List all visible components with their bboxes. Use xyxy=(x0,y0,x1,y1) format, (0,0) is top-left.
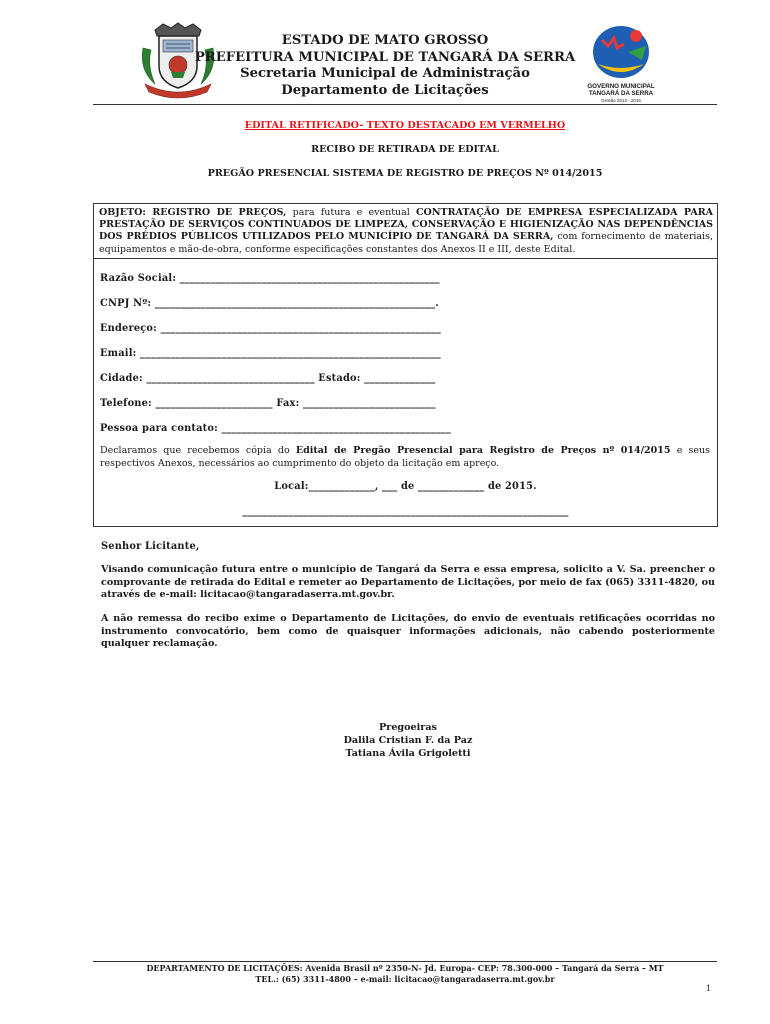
page-number: 1 xyxy=(706,984,712,993)
footer xyxy=(93,963,717,985)
cidade-estado-field[interactable]: Cidade: _________________________________ Estado: ______________ xyxy=(100,373,436,384)
local-date-line[interactable]: Local:_____________, ___ de _____________ de 2015. xyxy=(274,481,537,492)
declaration-part2: Edital de Pregão Presencial para Registro de Preços nº 014/2015 xyxy=(295,445,671,456)
declaration-text xyxy=(100,445,710,470)
footer-divider xyxy=(93,961,717,962)
telefone-fax-field[interactable]: Telefone: _______________________ Fax: __________________________ xyxy=(100,398,436,409)
header-state: ESTADO DE MATO GROSSO xyxy=(281,33,489,48)
instruction-paragraph: Visando comunicação futura entre o município de Tangará da Serra e essa empresa, solicito a V. Sa. preencher o comprovante de retirada do Edital e remeter ao Departamento de Licitações, por meio de fax (065) 3311-4820, ou através de e-mail: licitacao@tangaradaserra.mt.gov.br. xyxy=(101,564,715,601)
signature-title: Pregoeiras xyxy=(379,722,437,733)
page-header xyxy=(185,33,585,99)
signature-name-2: Tatiana Ávila Grigoletti xyxy=(345,748,471,759)
razao-social-field[interactable]: Razão Social: ___________________________________________________ xyxy=(100,273,440,284)
logo-text-governo: GOVERNO MUNICIPAL xyxy=(587,83,655,90)
object-part2: para futura e eventual xyxy=(286,207,416,218)
retification-notice: EDITAL RETIFICADO- TEXTO DESTACADO EM VERMELHO xyxy=(244,120,566,131)
object-text xyxy=(94,204,717,256)
object-part3: CONTRATAÇÃO DE EMPRESA ESPECIALIZADA PARA PRESTAÇÃO DE SERVIÇOS CONTINUADOS DE LIMPEZA, CONSERVAÇÃO E HIGIENIZAÇÃO NAS DEPENDÊNCIAS DOS PRÉDIOS PÚBLICOS UTILIZADOS PELO MUNICÍPIO DE TANGARÁ DA SERRA, xyxy=(99,207,713,243)
object-box xyxy=(93,203,718,259)
object-label: OBJETO: REGISTRO DE PREÇOS, xyxy=(99,207,287,218)
header-divider xyxy=(93,104,717,105)
greeting: Senhor Licitante, xyxy=(101,541,200,552)
declaration-part3: e seus respectivos Anexos, necessários ao cumprimento do objeto da licitação em apreço. xyxy=(100,445,710,469)
signature-name-1: Dalila Cristian F. da Paz xyxy=(343,735,473,746)
object-part4: com fornecimento de materiais, equipamentos e mão-de-obra, conforme especificações constantes dos Anexos II e III, deste Edital. xyxy=(99,231,713,255)
signature-block xyxy=(250,721,566,760)
header-prefeitura: PREFEITURA MUNICIPAL DE TANGARÁ DA SERRA xyxy=(194,49,576,65)
logo-text-gestao: Gestão 2013 - 2016 xyxy=(601,98,641,103)
header-secretaria: Secretaria Municipal de Administração xyxy=(240,66,530,81)
receipt-form-box xyxy=(93,258,718,527)
signature-line: ________________________________________________________________ xyxy=(242,506,569,517)
receipt-title: RECIBO DE RETIRADA DE EDITAL xyxy=(311,144,499,155)
declaration-part1: Declaramos que recebemos cópia do xyxy=(100,445,296,456)
email-field[interactable]: Email: ___________________________________________________________ xyxy=(100,348,441,359)
header-departamento: Departamento de Licitações xyxy=(281,82,489,98)
governo-municipal-logo-icon xyxy=(584,24,658,102)
disclaimer-paragraph: A não remessa do recibo exime o Departamento de Licitações, do envio de eventuais retificações ocorridas no instrumento convocatório, bem como de quaisquer informações adicionais, não cabendo posteriormente qualquer reclamação. xyxy=(101,613,715,650)
logo-text-tangara: TANGARÁ DA SERRA xyxy=(588,90,654,97)
cnpj-field[interactable]: CNPJ Nº: _______________________________________________________. xyxy=(100,298,439,309)
endereco-field[interactable]: Endereço: _______________________________________________________ xyxy=(100,323,442,334)
footer-address: DEPARTAMENTO DE LICITAÇÕES: Avenida Brasil nº 2350-N- Jd. Europa- CEP: 78.300-000 – Tangará da Serra – MT xyxy=(146,963,664,973)
pregao-title: PREGÃO PRESENCIAL SISTEMA DE REGISTRO DE PREÇOS Nº 014/2015 xyxy=(207,168,603,179)
footer-contact: TEL.: (65) 3311-4800 – e-mail: licitacao@tangaradaserra.mt.gov.br xyxy=(255,974,555,984)
contato-field[interactable]: Pessoa para contato: _____________________________________________ xyxy=(100,423,451,434)
